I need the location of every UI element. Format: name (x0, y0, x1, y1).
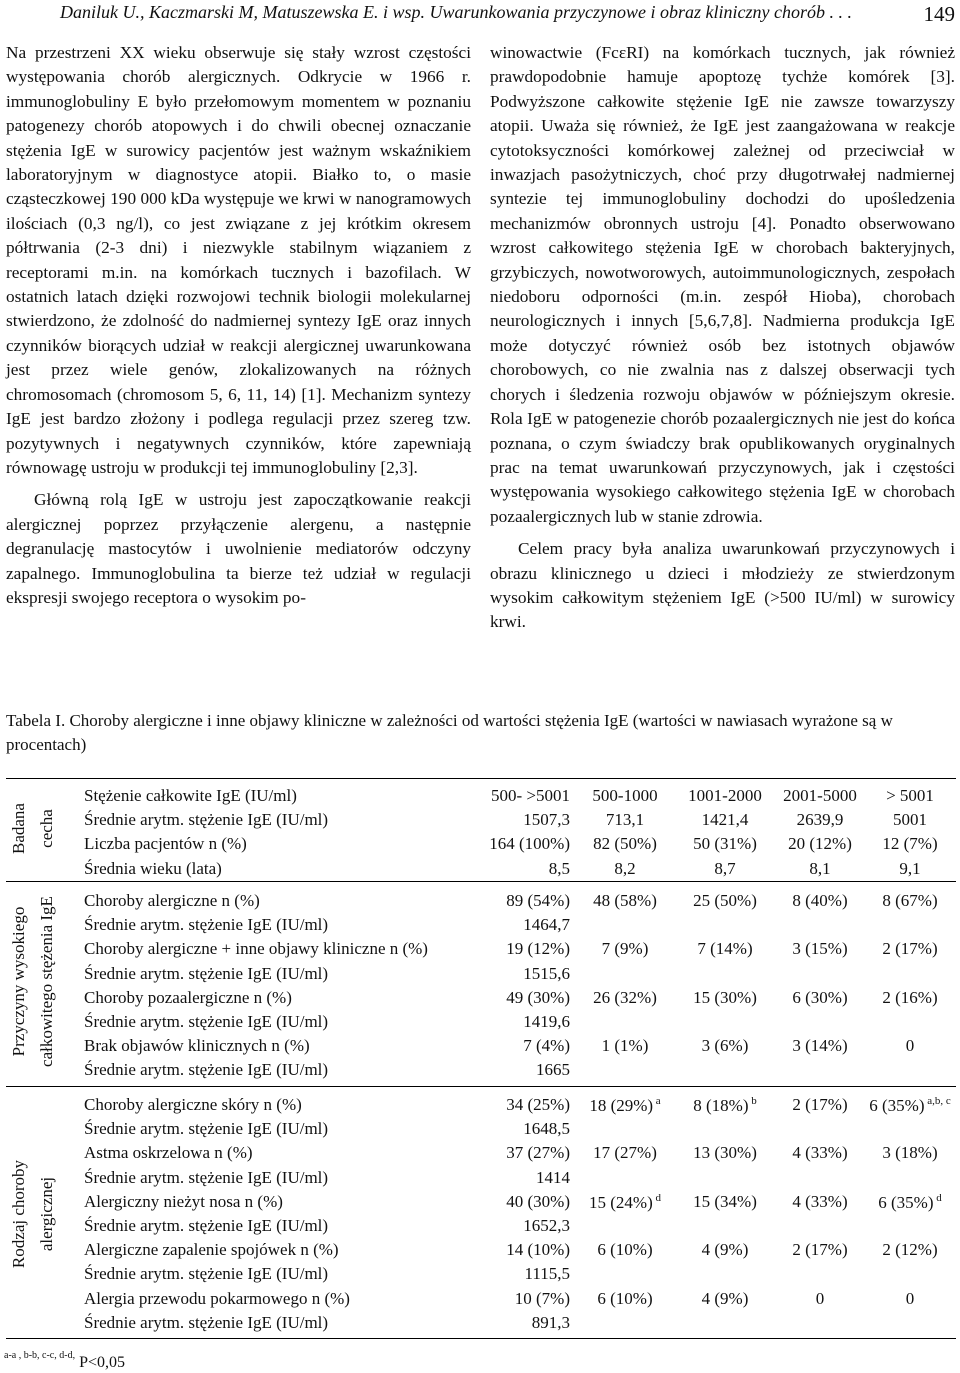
row-label: Średnie arytm. stężenie IgE (IU/ml) (84, 1119, 329, 1139)
table-row (0, 1313, 960, 1337)
table-row (0, 810, 960, 834)
row-label: Brak objawów klinicznych n (%) (84, 1036, 310, 1056)
group-label-line: Badana (9, 803, 28, 854)
cell-value: 14 (10%) (506, 1240, 570, 1260)
cell-value: 1421,4 (701, 810, 749, 830)
table-cell (770, 1036, 870, 1056)
cell-value: 8 (67%) (882, 891, 938, 910)
table-cell (460, 915, 570, 935)
cell-value: 8,5 (548, 858, 570, 878)
cell-value: 4 (9%) (701, 1240, 749, 1260)
cell-value: 1648,5 (523, 1119, 570, 1139)
cell-value: 1464,7 (523, 915, 570, 935)
footnote-text: P<0,05 (79, 1354, 125, 1371)
table-row (0, 1012, 960, 1036)
table-row (0, 915, 960, 939)
table-cell (860, 1289, 960, 1309)
table-cell (675, 1289, 775, 1309)
row-label: Choroby alergiczne n (%) (84, 891, 260, 910)
cell-value: 0 (905, 1288, 915, 1308)
cell-value: 9,1 (899, 858, 921, 878)
row-label: Alergia przewodu pokarmowego n (%) (84, 1288, 350, 1308)
cell-value: 8,2 (614, 858, 636, 878)
table-cell (860, 1192, 960, 1213)
row-label: Średnie arytm. stężenie IgE (IU/ml) (84, 963, 329, 983)
table-cell (770, 859, 870, 879)
table-cell (860, 1143, 960, 1163)
table-row (0, 859, 960, 883)
cell-value: 164 (100%) (489, 834, 570, 854)
table-cell (460, 859, 570, 879)
table-cell (460, 810, 570, 830)
cell-value: 19 (12%) (506, 939, 570, 959)
cell-value: 8 (18%) (693, 1096, 749, 1115)
cell-value: 6 (10%) (597, 1240, 653, 1260)
table-cell (460, 1240, 570, 1260)
group-label-line: Przyczyny wysokiego (9, 906, 28, 1057)
table-cell (460, 939, 570, 959)
table-cell (575, 810, 675, 830)
table-row (0, 891, 960, 915)
cell-value: 20 (12%) (788, 834, 852, 854)
cell-value: 6 (35%) (878, 1192, 934, 1212)
table-cell (460, 1060, 570, 1080)
cell-value: 2001-5000 (783, 786, 857, 805)
cell-value: 2 (12%) (882, 1240, 938, 1260)
table-rule (6, 1086, 956, 1087)
row-label: Średnie arytm. stężenie IgE (IU/ml) (84, 1012, 329, 1031)
row-label: Średnia wieku (lata) (84, 858, 222, 878)
cell-value: 2 (17%) (882, 939, 938, 959)
table-cell (770, 1143, 870, 1163)
significance-mark: a,b, c (924, 1095, 951, 1107)
running-header (60, 0, 955, 32)
table-cell (860, 859, 960, 879)
table-cell (860, 810, 960, 830)
cell-value: 15 (24%) (589, 1192, 653, 1212)
row-label: Średnie arytm. stężenie IgE (IU/ml) (84, 1216, 329, 1235)
table-cell (460, 1012, 570, 1032)
cell-value: 6 (10%) (597, 1288, 653, 1308)
table-row (0, 1168, 960, 1192)
table-cell (575, 1095, 675, 1116)
table-cell (460, 1143, 570, 1163)
group-label-line: całkowitego stężenia IgE (37, 896, 56, 1067)
cell-value: 25 (50%) (693, 891, 757, 910)
table-cell (770, 891, 870, 911)
paragraph: winowactwie (FcεRI) na komórkach tucznych, jak również prawdopodobnie hamuje apoptozę tychże komórek [3]. Podwyższone całkowite stężenie IgE nie zawsze towarzyszy atopii. Uważa się również, że IgE jest zaangażowana w reakcje cytotoksyczności komórkowej zależnej od przeciwciał w inwazjach pasożytniczych, choć przy długotrwałej nadmiernej syntezie tej immunoglobuliny dochodzi do upośledzenia mechanizmów obronnych ustroju [4]. Ponadto obserwowano wzrost całkowitego stężenia IgE w chorobach bakteryjnych, grzybiczych, nowotworowych, autoimmunologicznych, zespołach niedoboru odporności (m.in. zespół Hioba), chorobach neurologicznych i innych [5,6,7,8]. Nadmierna produkcja IgE może dotyczyć również osób bez istotnych objawów chorobowych, co nie zwalnia nas z dalszej obserwacji tych chorych i śledzenia rozwoju objawów w późniejszym okresie. Rola IgE w patogenezie chorób pozaalergicznych nie jest do końca poznana, o czym świadczy brak opublikowanych oryginalnych prac na temat uwarunkowań przyczynowych, jak i częstości występowania wysokiego całkowitego stężenia IgE w chorobach pozaalergicznych lub w stanie zdrowia. (490, 43, 955, 526)
table-cell (860, 939, 960, 959)
cell-value: 13 (30%) (693, 1143, 757, 1163)
table-row (0, 1036, 960, 1060)
cell-value: 10 (7%) (514, 1288, 570, 1308)
cell-value: 26 (32%) (593, 987, 657, 1007)
table-cell (860, 891, 960, 911)
table-cell (460, 834, 570, 854)
table-cell (575, 939, 675, 959)
row-label: Alergiczny nieżyt nosa n (%) (84, 1191, 283, 1211)
row-label: Stężenie całkowite IgE (IU/ml) (84, 786, 297, 805)
table-row (0, 834, 960, 858)
table-row (0, 786, 960, 810)
table-cell (675, 1240, 775, 1260)
cell-value: 891,3 (531, 1312, 570, 1332)
table-cell (575, 1240, 675, 1260)
table-cell (770, 988, 870, 1008)
table-cell (860, 988, 960, 1008)
table-cell (770, 1095, 870, 1115)
table-cell (770, 1289, 870, 1309)
significance-mark: b (748, 1095, 757, 1107)
table-row (0, 1143, 960, 1167)
table-cell (860, 1095, 960, 1116)
table-cell (575, 859, 675, 879)
table-cell (770, 786, 870, 806)
table-row (0, 964, 960, 988)
cell-value: 1515,6 (523, 963, 570, 983)
table-row (0, 1192, 960, 1216)
page-number: 149 (923, 2, 955, 26)
cell-value: 1652,3 (523, 1216, 570, 1235)
significance-mark: d (652, 1191, 661, 1204)
cell-value: 4 (33%) (792, 1143, 848, 1163)
table-row (0, 1060, 960, 1084)
group-label-line: cecha (37, 809, 56, 848)
group-label-line: Rodzaj choroby (9, 1159, 28, 1269)
cell-value: 89 (54%) (506, 891, 570, 910)
cell-value: 15 (34%) (693, 1191, 757, 1211)
table-row (0, 939, 960, 963)
table-row (0, 1216, 960, 1240)
row-label: Średnie arytm. stężenie IgE (IU/ml) (84, 810, 329, 830)
row-label: Astma oskrzelowa n (%) (84, 1143, 253, 1163)
cell-value: 1001-2000 (688, 786, 762, 805)
cell-value: 713,1 (605, 810, 645, 830)
table-cell (675, 1036, 775, 1056)
table-cell (460, 1289, 570, 1309)
table-caption: Tabela I. Choroby alergiczne i inne objawy kliniczne w zależności od wartości stężenia IgE (wartości w nawiasach wyrażone są w procentach) (6, 711, 893, 754)
cell-value: > 5001 (886, 786, 934, 805)
cell-value: 1115,5 (524, 1264, 570, 1284)
left-column (6, 41, 471, 610)
table-cell (460, 786, 570, 806)
table-cell (860, 786, 960, 806)
cell-value: 1507,3 (523, 810, 570, 830)
table-cell (460, 1192, 570, 1212)
cell-value: 2639,9 (796, 810, 844, 830)
table-row (0, 1240, 960, 1264)
table-cell (460, 988, 570, 1008)
cell-value: 12 (7%) (882, 834, 938, 854)
table-row (0, 1289, 960, 1313)
table-cell (675, 859, 775, 879)
table-cell (860, 1240, 960, 1260)
cell-value: 7 (4%) (523, 1036, 570, 1056)
table-rule (6, 1338, 956, 1339)
table-cell (460, 1095, 570, 1115)
cell-value: 82 (50%) (593, 834, 657, 854)
table-cell (460, 1168, 570, 1188)
paragraph: Główną rolą IgE w ustroju jest zapoczątkowanie reakcji alergicznej poprzez przyłączenie alergenu, a następnie degranulację mastocytów i uwolnienie mediatorów odczyny zapalnego. Immunoglobulina ta bierze też udział w regulacji ekspresji swojego receptora o wysokim po- (6, 490, 471, 607)
cell-value: 500-1000 (592, 786, 658, 805)
row-label: Liczba pacjentów n (%) (84, 834, 247, 854)
cell-value: 3 (18%) (882, 1143, 938, 1163)
table-cell (575, 1192, 675, 1213)
cell-value: 2 (16%) (882, 987, 938, 1007)
table-cell (675, 939, 775, 959)
table-row (0, 1095, 960, 1119)
table-cell (575, 1036, 675, 1056)
cell-value: 2 (17%) (792, 1240, 848, 1260)
cell-value: 8 (40%) (792, 891, 848, 910)
row-label: Choroby alergiczne skóry n (%) (84, 1095, 302, 1114)
table-cell (460, 1264, 570, 1284)
group-label-line: alergicznej (37, 1176, 56, 1252)
row-label: Choroby alergiczne + inne objawy kliniczne n (%) (84, 939, 428, 959)
row-label: Średnie arytm. stężenie IgE (IU/ml) (84, 1312, 329, 1332)
cell-value: 3 (15%) (792, 939, 848, 959)
cell-value: 1 (1%) (601, 1036, 649, 1056)
significance-mark: d (933, 1191, 942, 1204)
table-cell (575, 1289, 675, 1309)
cell-value: 6 (30%) (792, 987, 848, 1007)
cell-value: 34 (25%) (506, 1095, 570, 1114)
table-cell (575, 891, 675, 911)
table-cell (460, 964, 570, 984)
right-column (490, 41, 955, 635)
table-cell (460, 891, 570, 911)
cell-value: 3 (14%) (792, 1036, 848, 1056)
table-cell (770, 1240, 870, 1260)
table-cell (460, 1119, 570, 1139)
table-cell (575, 1143, 675, 1163)
cell-value: 8,7 (714, 858, 736, 878)
table-rule (6, 778, 956, 779)
paragraph: Na przestrzeni XX wieku obserwuje się stały wzrost częstości występowania chorób alergicznych. Odkrycie w 1966 r. immunoglobuliny E było przełomowym momentem w poznaniu patogenezy chorób atopowych i do chwili obecnej oznaczanie stężenia IgE w surowicy pacjentów jest ważnym wskaźnikiem laboratoryjnym w diagnostyce atopii. Białko to, o masie cząsteczkowej 190 000 kDa występuje we krwi w nanogramowych ilościach (0,3 ng/l), co jest związane z jej krótkim okresem półtrwania (2-3 dni) i niezwykle stabilnym wiązaniem z receptorami m.in. na komórkach tucznych i bazofilach. W ostatnich latach dzięki rozwojowi technik biologii molekularnej stwierdzono, że zdolność do nadmiernej syntezy IgE oraz innych czynników biorących udział w reakcji alergicznej uwarunkowana jest przez wiele genów, zlokalizowanych na różnych chromosomach (chromosom 5, 6, 11, 14) [1]. Mechanizm syntezy IgE jest bardzo złożony i podlega regulacji przez szereg tzw. pozytywnych i negatywnych czynników, które zapewniają równowagę ustroju w produkcji tej immunoglobuliny [2,3]. (6, 43, 471, 477)
cell-value: 7 (9%) (601, 939, 649, 959)
running-title: Daniluk U., Kaczmarski M, Matuszewska E. i wsp. Uwarunkowania przyczynowe i obraz kliniczny chorób . . . (60, 2, 852, 22)
table-cell (770, 1192, 870, 1212)
cell-value: 5001 (893, 810, 927, 830)
table-cell (675, 891, 775, 911)
table-cell (460, 1036, 570, 1056)
cell-value: 7 (14%) (697, 939, 753, 959)
table-cell (770, 834, 870, 854)
cell-value: 2 (17%) (792, 1095, 848, 1114)
row-label: Choroby pozaalergiczne n (%) (84, 987, 292, 1007)
row-label: Średnie arytm. stężenie IgE (IU/ml) (84, 1060, 329, 1080)
table-row (0, 1264, 960, 1288)
table-cell (860, 1036, 960, 1056)
table-cell (860, 834, 960, 854)
table-cell (460, 1313, 570, 1333)
table-cell (675, 810, 775, 830)
paragraph: Celem pracy była analiza uwarunkowań przyczynowych i obrazu klinicznego u dzieci i młodzieży ze stwierdzonym wysokim całkowitym stężeniem IgE (>500 IU/ml) w surowicy krwi. (490, 539, 955, 632)
table-cell (675, 1095, 775, 1116)
cell-value: 500- >5001 (491, 786, 570, 805)
table-cell (770, 939, 870, 959)
cell-value: 1414 (536, 1167, 570, 1187)
cell-value: 15 (30%) (693, 987, 757, 1007)
table-cell (675, 1192, 775, 1212)
table-cell (575, 834, 675, 854)
table-row (0, 988, 960, 1012)
cell-value: 4 (33%) (792, 1191, 848, 1211)
table-cell (575, 988, 675, 1008)
row-label: Średnie arytm. stężenie IgE (IU/ml) (84, 1167, 329, 1187)
cell-value: 37 (27%) (506, 1143, 570, 1163)
significance-mark: a (653, 1095, 661, 1107)
cell-value: 6 (35%) (869, 1096, 925, 1115)
cell-value: 49 (30%) (506, 987, 570, 1007)
table-cell (575, 786, 675, 806)
cell-value: 48 (58%) (593, 891, 657, 910)
cell-value: 1665 (536, 1060, 570, 1080)
cell-value: 50 (31%) (693, 834, 757, 854)
cell-value: 4 (9%) (701, 1288, 749, 1308)
row-label: Średnie arytm. stężenie IgE (IU/ml) (84, 915, 329, 935)
cell-value: 17 (27%) (593, 1143, 657, 1163)
cell-value: 8,1 (809, 858, 831, 878)
row-label: Alergiczne zapalenie spojówek n (%) (84, 1240, 339, 1260)
table-cell (675, 834, 775, 854)
cell-value: 40 (30%) (506, 1191, 570, 1211)
footnote-marks: a-a , b-b, c-c, d-d, (4, 1350, 76, 1361)
table-cell (675, 786, 775, 806)
cell-value: 3 (6%) (701, 1036, 749, 1056)
cell-value: 0 (815, 1288, 825, 1308)
cell-value: 18 (29%) (589, 1096, 654, 1115)
table-cell (675, 1143, 775, 1163)
table-cell (770, 810, 870, 830)
table-row (0, 1119, 960, 1143)
cell-value: 0 (905, 1036, 915, 1056)
table-footnote (4, 1350, 125, 1372)
row-label: Średnie arytm. stężenie IgE (IU/ml) (84, 1264, 329, 1284)
table-cell (460, 1216, 570, 1236)
table-cell (675, 988, 775, 1008)
cell-value: 1419,6 (523, 1012, 570, 1031)
